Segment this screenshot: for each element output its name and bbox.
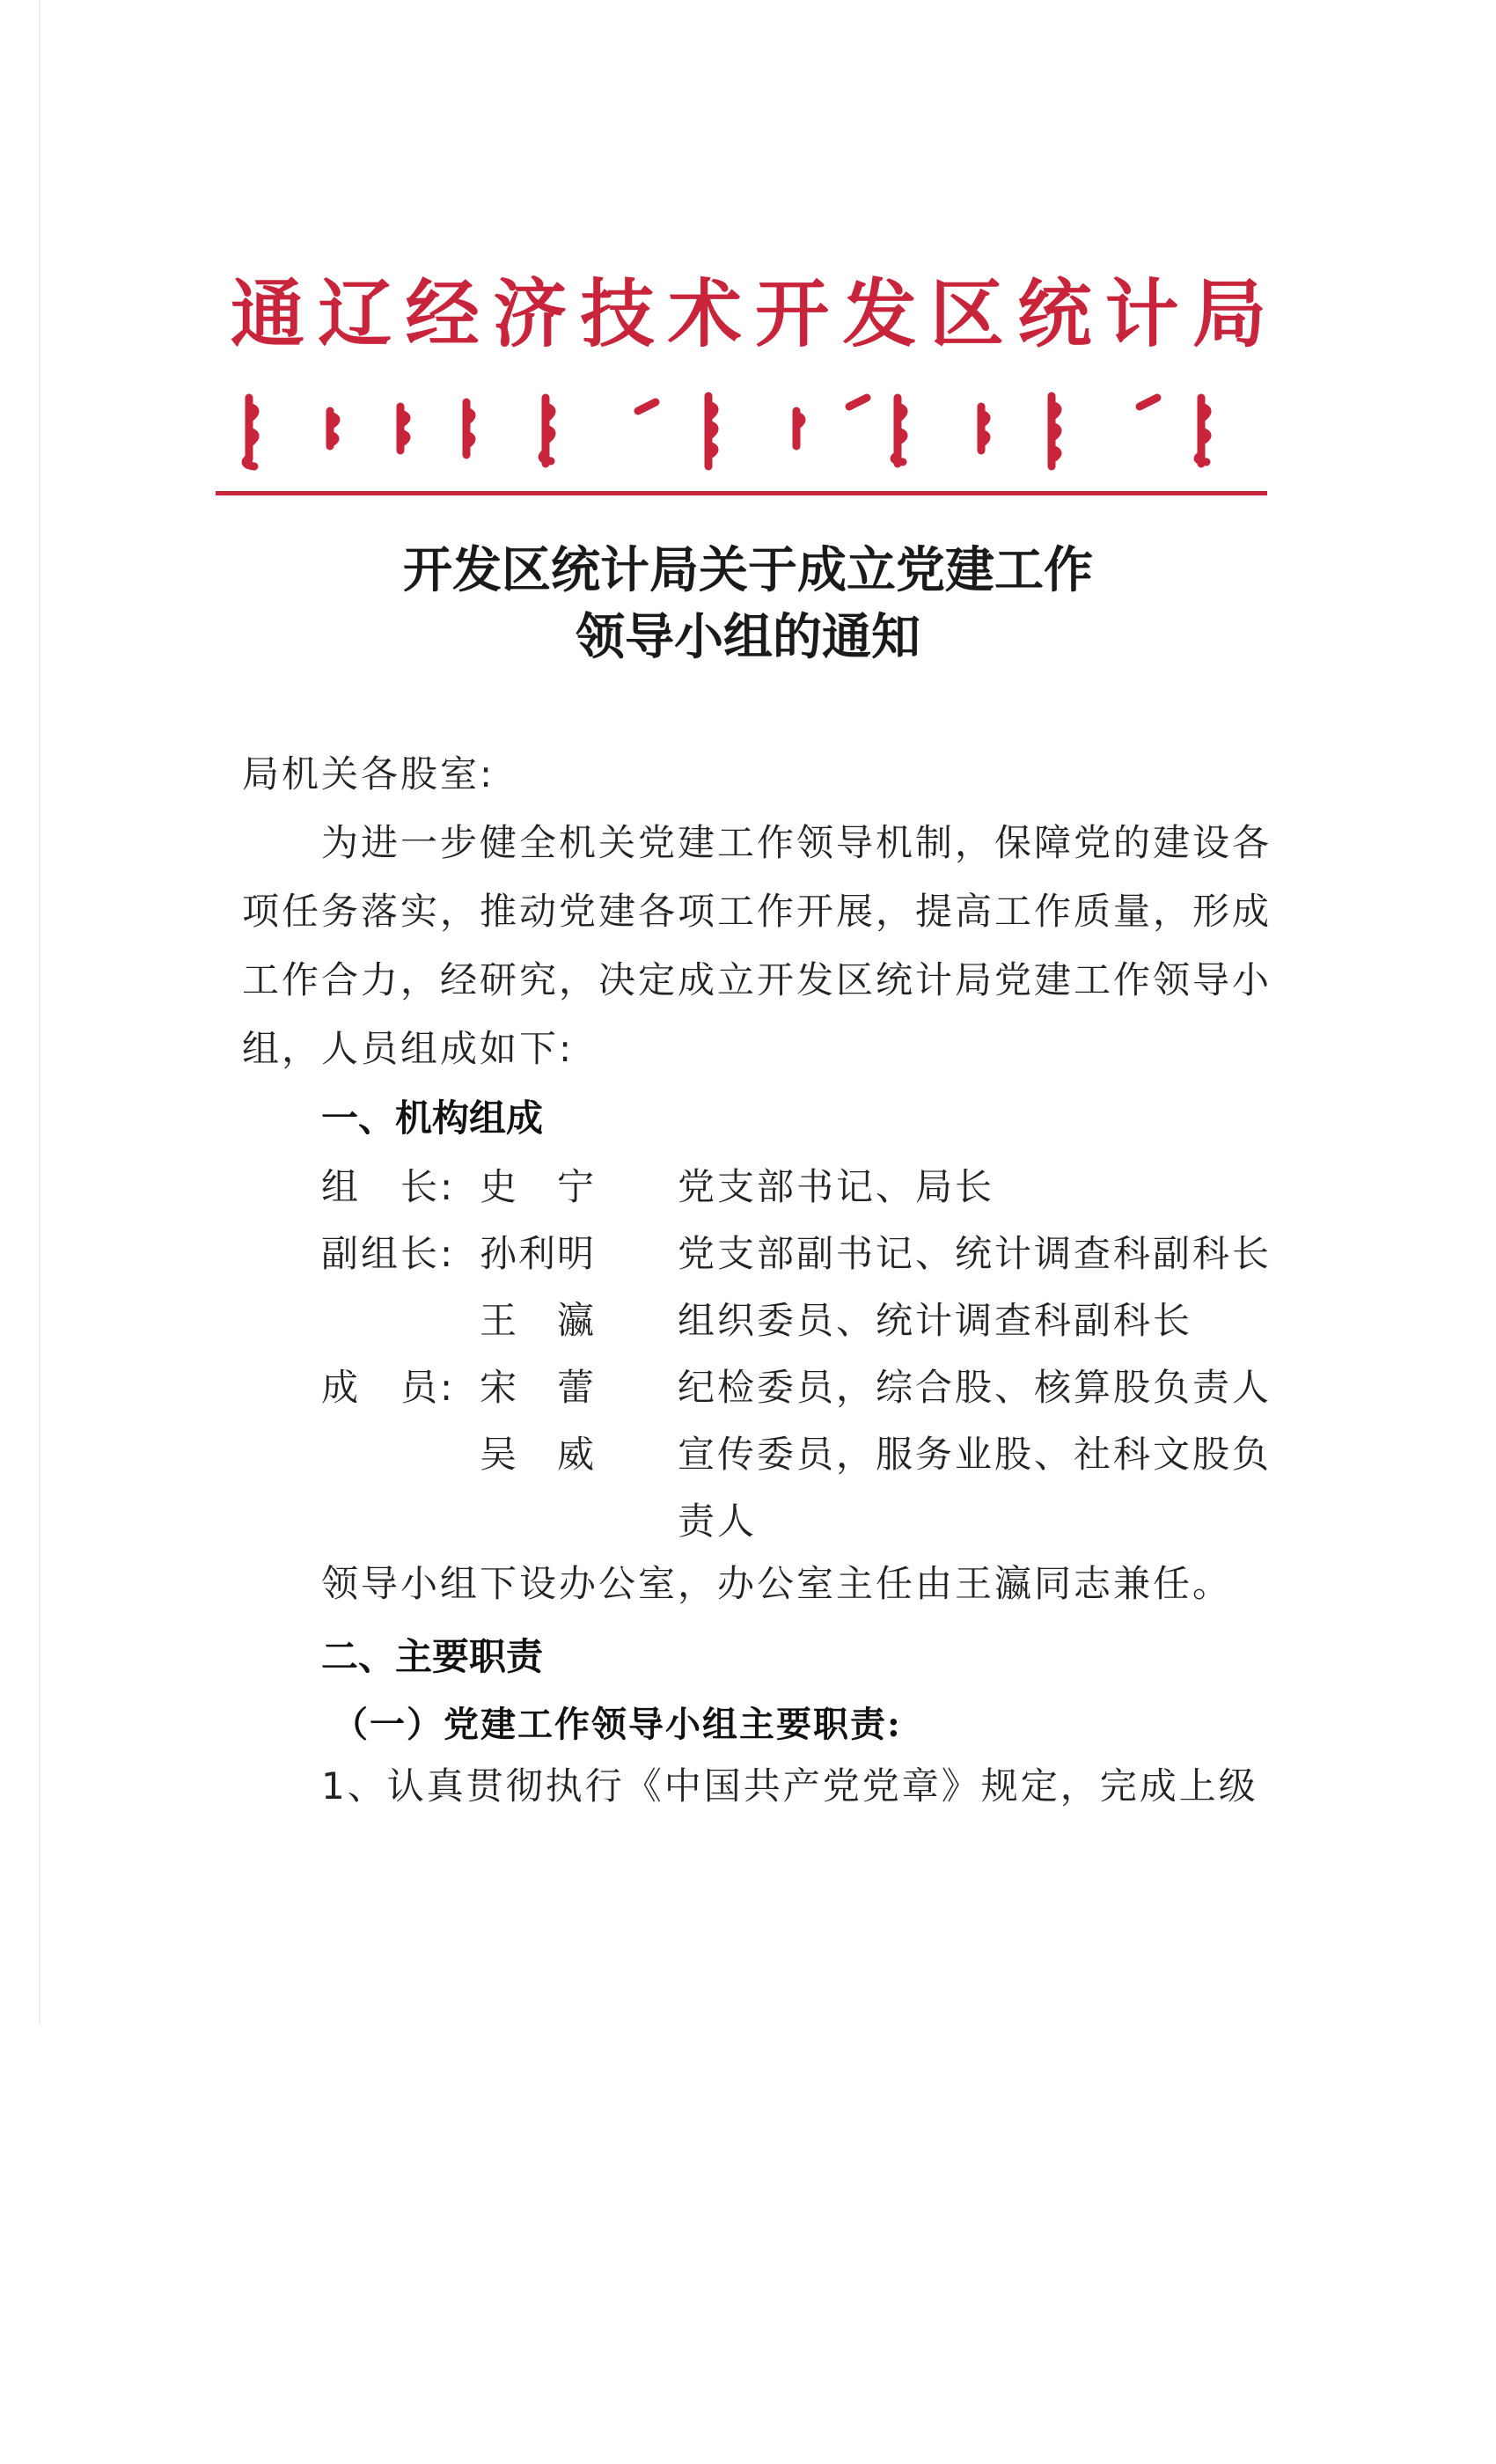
member-role: 成 员: — [321, 1366, 456, 1409]
subsection1-heading: （一）党建工作领导小组主要职责: — [333, 1704, 902, 1745]
intro-line-4: 组，人员组成如下: — [242, 1027, 575, 1070]
intro-line-3: 工作合力，经研究，决定成立开发区统计局党建工作领导小 — [242, 958, 1272, 1001]
item-1: 1、认真贯彻执行《中国共产党党章》规定，完成上级 — [321, 1764, 1258, 1808]
section2-heading: 二、主要职责 — [321, 1635, 544, 1678]
office-note: 领导小组下设办公室，办公室主任由王瀛同志兼任。 — [321, 1562, 1233, 1605]
member-post: 党支部副书记、统计调查科副科长 — [678, 1232, 1272, 1275]
member-name: 吴 威 — [480, 1433, 597, 1476]
intro-line-1: 为进一步健全机关党建工作领导机制，保障党的建设各 — [321, 821, 1272, 864]
page-edge — [39, 0, 40, 2024]
mongolian-script-graphic — [233, 380, 1272, 477]
member-name: 宋 蕾 — [480, 1366, 597, 1409]
letterhead-divider — [216, 491, 1267, 495]
intro-line-2: 项任务落实，推动党建各项工作开展，提高工作质量，形成 — [242, 890, 1272, 933]
member-role: 副组长: — [321, 1232, 456, 1275]
document-title-line1: 开发区统计局关于成立党建工作 — [403, 541, 1093, 599]
member-post: 宣传委员，服务业股、社科文股负 — [678, 1433, 1272, 1476]
document-title-line2: 领导小组的通知 — [576, 608, 920, 666]
member-name: 孙利明 — [480, 1232, 597, 1275]
member-name: 史 宁 — [480, 1165, 597, 1208]
member-post: 党支部书记、局长 — [678, 1165, 995, 1208]
letterhead-title: 通辽经济技术开发区统计局 — [231, 270, 1273, 357]
section1-heading: 一、机构组成 — [321, 1096, 544, 1140]
member-post: 组织委员、统计调查科副科长 — [678, 1299, 1193, 1342]
member-name: 王 瀛 — [480, 1299, 597, 1342]
member-post-continued: 责人 — [678, 1500, 758, 1543]
member-post: 纪检委员，综合股、核算股负责人 — [678, 1366, 1272, 1409]
mongolian-script-line — [233, 380, 1272, 477]
member-role: 组 长: — [321, 1165, 456, 1208]
salutation: 局机关各股室: — [242, 752, 495, 796]
